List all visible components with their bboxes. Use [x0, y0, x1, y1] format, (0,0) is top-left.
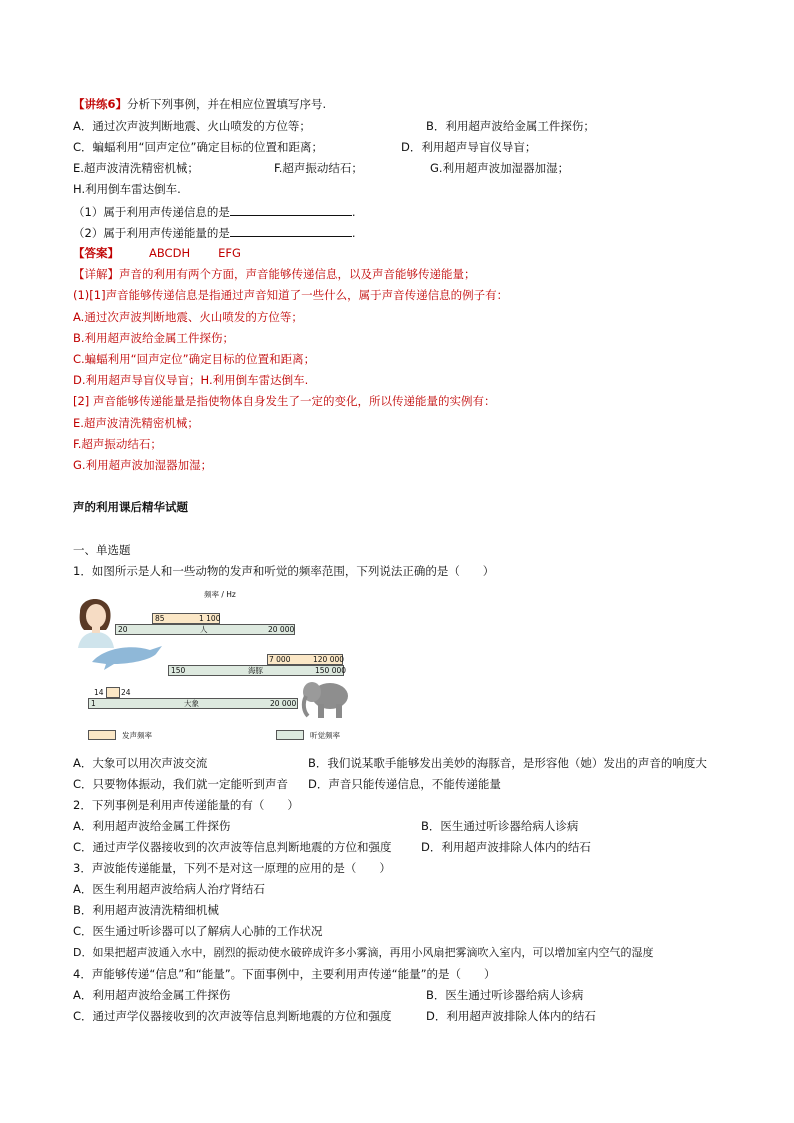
explanation-line-8: E.超声波清洗精密机械； — [73, 416, 199, 430]
answer-blank-2[interactable] — [230, 226, 352, 237]
explanation-line-4: B.利用超声波给金属工件探伤； — [73, 331, 235, 345]
question-info: （1）属于利用声传递信息的是 . — [73, 205, 356, 219]
legend-speak-label: 发声频率 — [122, 731, 152, 740]
q1-option-b: B．我们说某歌手能够发出美妙的海豚音，是形容他（她）发出的声音的响度大 — [308, 756, 707, 770]
q4-option-c: C．通过声学仪器接收到的次声波等信息判断地震的方位和强度 — [73, 1009, 392, 1023]
human-name: 人 — [200, 625, 208, 634]
exercise-prompt: 分析下列事例，并在相应位置填写序号. — [127, 97, 327, 111]
q2-option-d: D．利用超声波排除人体内的结石 — [421, 840, 591, 854]
option-b: B．利用超声波给金属工件探伤； — [426, 119, 595, 133]
q3-option-d: D．如果把超声波通入水中，剧烈的振动使水破碎成许多小雾滴，再用小风扇把雾滴吹入室内，可以增加室内空气的湿度 — [73, 946, 654, 959]
q2-stem: 2．下列事例是利用声传递能量的有（ ） — [73, 798, 299, 812]
option-h: H.利用倒车雷达倒车. — [73, 182, 181, 196]
explanation-line-2: (1)[1]声音能够传递信息是指通过声音知道了一些什么，属于声音传递信息的例子有： — [73, 288, 509, 302]
elephant-illustration — [300, 678, 350, 720]
explanation-line-9: F.超声振动结石； — [73, 437, 162, 451]
exercise-tag: 【讲练6】 — [73, 97, 128, 111]
elephant-speak-bar — [106, 687, 120, 698]
dolphin-hear-min: 150 — [171, 666, 186, 675]
dolphin-name: 海豚 — [248, 666, 263, 675]
q1-option-a: A．大象可以用次声波交流 — [73, 756, 208, 770]
answer-blank-1[interactable] — [230, 205, 352, 216]
human-speak-min: 85 — [155, 614, 165, 623]
q4-stem: 4．声能够传递“信息”和“能量”。下面事例中，主要利用声传递“能量”的是（ ） — [73, 967, 496, 981]
q3-stem: 3．声波能传递能量，下列不是对这一原理的应用的是（ ） — [73, 861, 391, 875]
dolphin-hear-max: 150 000 — [315, 666, 347, 675]
answer-value-1: ABCDH — [149, 246, 191, 260]
q4-option-d: D．利用超声波排除人体内的结石 — [426, 1009, 596, 1023]
explanation-line-5: C.蝙蝠利用“回声定位”确定目标的位置和距离； — [73, 352, 316, 366]
exercise-title — [73, 98, 326, 112]
answer-label: 【答案】 — [73, 246, 119, 260]
q2-option-c: C．通过声学仪器接收到的次声波等信息判断地震的方位和强度 — [73, 840, 392, 854]
explanation-line-6: D.利用超声导盲仪导盲；H.利用倒车雷达倒车. — [73, 373, 309, 387]
dolphin-speak-max: 120 000 — [313, 655, 345, 664]
elephant-speak-max: 24 — [121, 688, 131, 697]
explanation-line-1: 【详解】声音的利用有两个方面，声音能够传递信息，以及声音能够传递能量； — [73, 267, 476, 281]
elephant-name: 大象 — [184, 699, 199, 708]
human-speak-max: 1 100 — [199, 614, 221, 623]
human-hear-max: 20 000 — [268, 625, 295, 634]
legend-hear-swatch — [276, 730, 304, 740]
elephant-hear-max: 20 000 — [270, 699, 297, 708]
q1-option-d: D．声音只能传递信息，不能传递能量 — [308, 777, 501, 791]
answer-line — [73, 247, 241, 261]
question-energy: （2）属于利用声传递能量的是 . — [73, 226, 356, 240]
option-f: F.超声振动结石； — [274, 161, 363, 175]
elephant-hear-min: 1 — [91, 699, 96, 708]
q2-option-a: A．利用超声波给金属工件探伤 — [73, 819, 231, 833]
q3-option-c: C．医生通过听诊器可以了解病人心肺的工作状况 — [73, 924, 323, 938]
dolphin-speak-min: 7 000 — [269, 655, 291, 664]
explanation-line-10: G.利用超声波加湿器加湿； — [73, 458, 213, 472]
q1-stem: 1．如图所示是人和一些动物的发声和听觉的频率范围，下列说法正确的是（ ） — [73, 564, 495, 578]
section-type: 一、单选题 — [73, 543, 131, 557]
q1-option-c: C．只要物体振动，我们就一定能听到声音 — [73, 777, 289, 791]
q3-option-a: A．医生利用超声波给病人治疗肾结石 — [73, 882, 265, 896]
q4-option-a: A．利用超声波给金属工件探伤 — [73, 988, 231, 1002]
legend-hear-label: 听觉频率 — [310, 731, 340, 740]
option-e: E.超声波清洗精密机械； — [73, 161, 199, 175]
elephant-speak-min: 14 — [94, 688, 104, 697]
q3-option-b: B．利用超声波清洗精细机械 — [73, 903, 219, 917]
q4-option-b: B．医生通过听诊器给病人诊病 — [426, 988, 584, 1002]
option-d: D．利用超声导盲仪导盲； — [401, 140, 537, 154]
legend-speak-swatch — [88, 730, 116, 740]
section-title: 声的利用课后精华试题 — [73, 500, 188, 514]
option-a: A．通过次声波判断地震、火山喷发的方位等； — [73, 119, 311, 133]
explanation-line-3: A.通过次声波判断地震、火山喷发的方位等； — [73, 310, 303, 324]
human-hear-min: 20 — [118, 625, 128, 634]
axis-title: 频率 / Hz — [204, 590, 236, 599]
option-g: G.利用超声波加湿器加湿； — [430, 161, 570, 175]
dolphin-illustration — [90, 640, 164, 672]
answer-value-2: EFG — [218, 246, 241, 260]
frequency-range-figure — [72, 588, 372, 746]
explanation-line-7: [2] 声音能够传递能量是指使物体自身发生了一定的变化，所以传递能量的实例有： — [73, 394, 496, 408]
option-c: C．蝙蝠利用“回声定位”确定目标的位置和距离； — [73, 140, 323, 154]
q2-option-b: B．医生通过听诊器给病人诊病 — [421, 819, 579, 833]
